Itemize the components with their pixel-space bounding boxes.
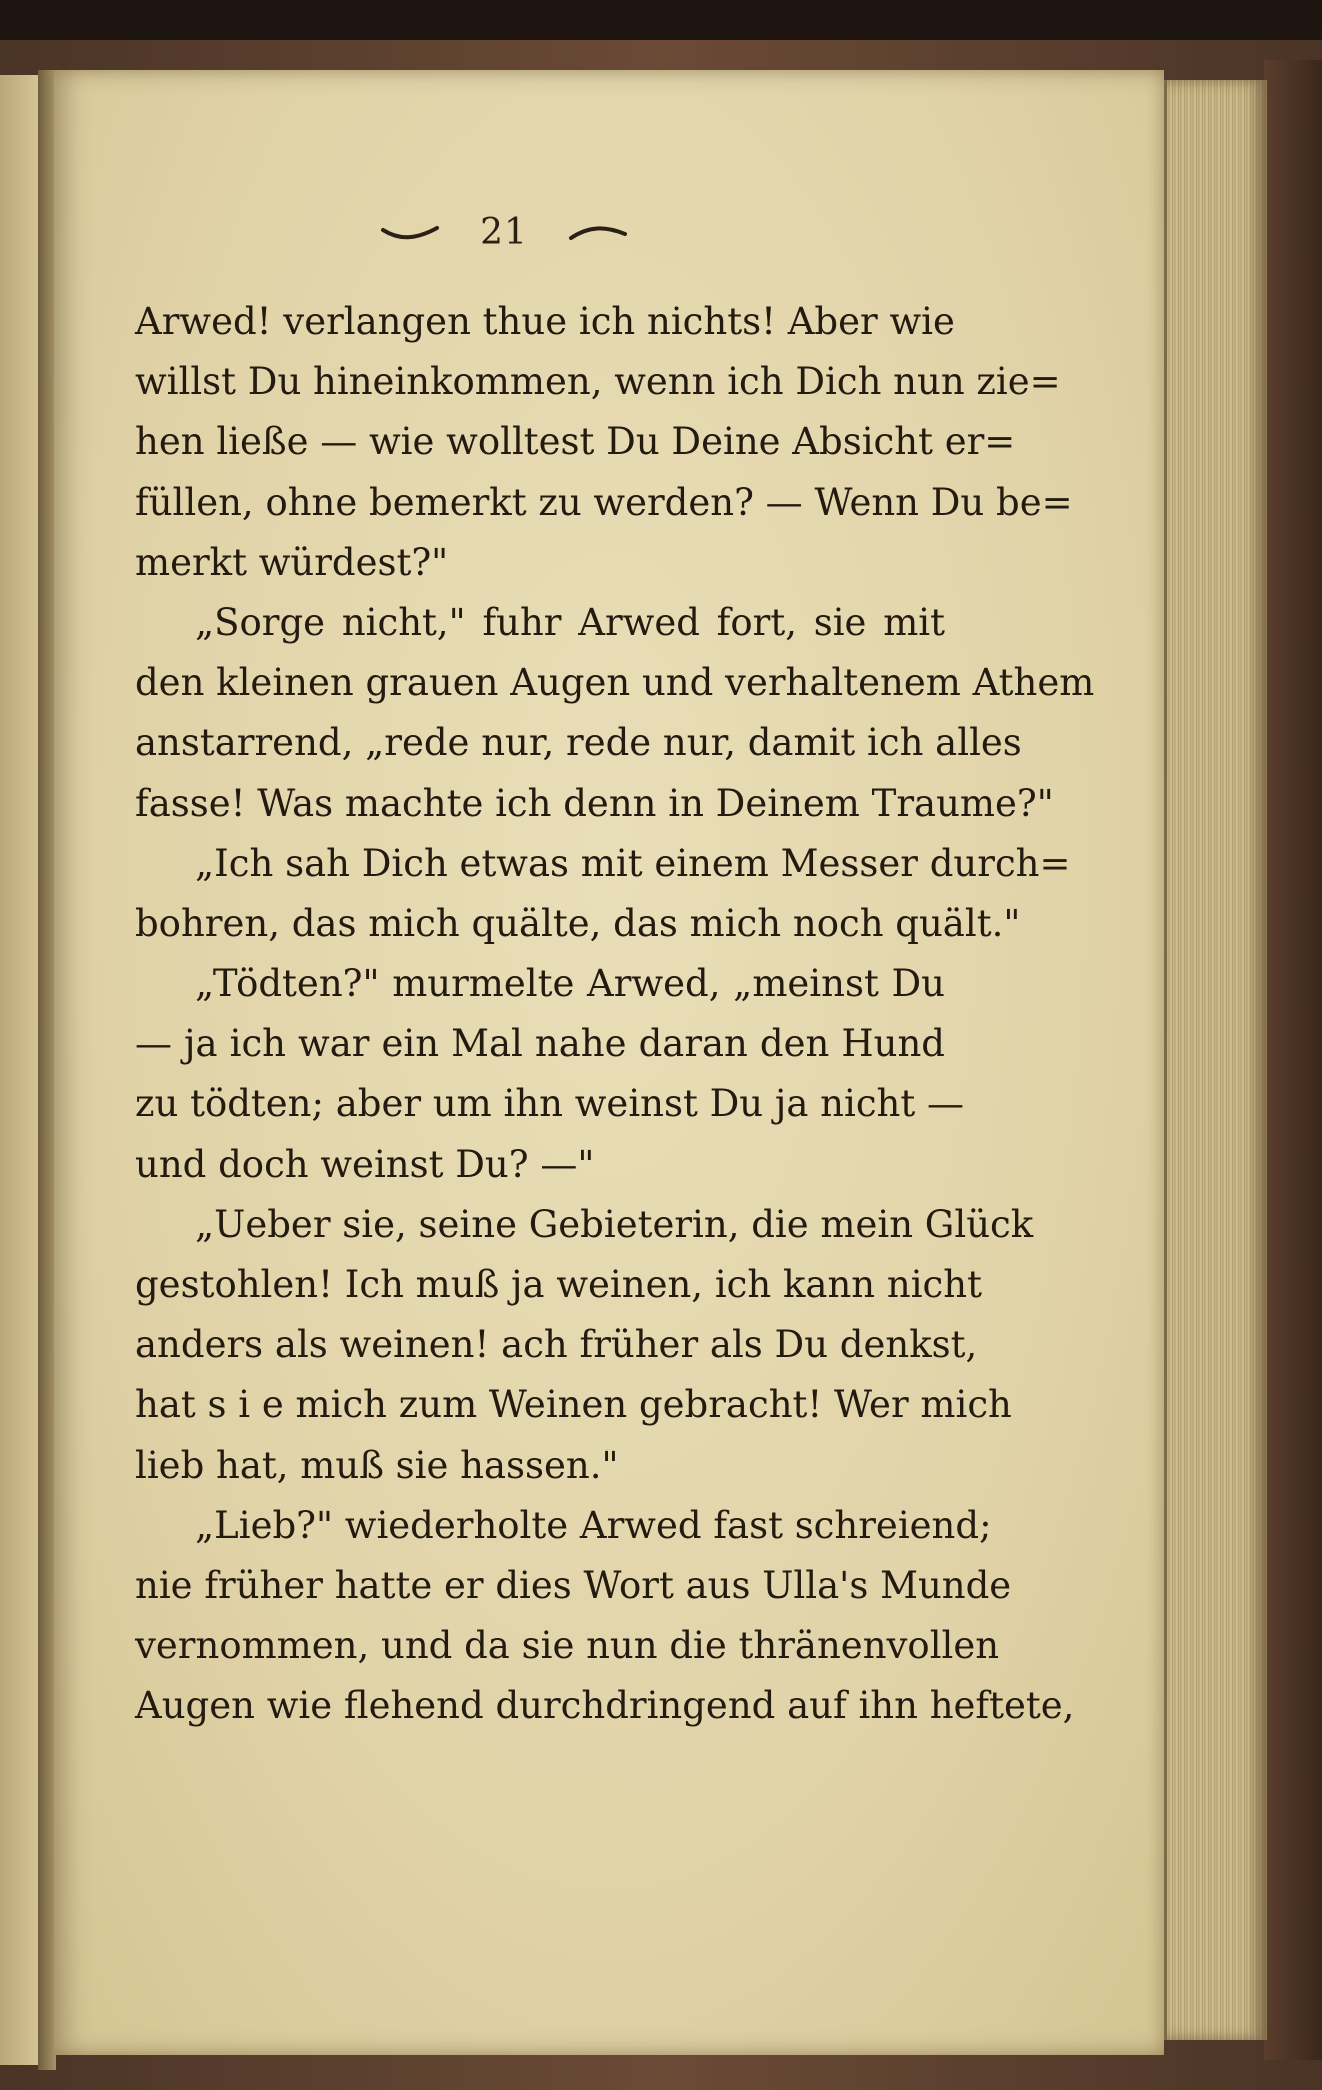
text-line: füllen, ohne bemerkt zu werden? — Wenn Du be=: [135, 480, 1073, 524]
text-line: fasse! Was machte ich denn in Deinem Traume?": [135, 781, 1054, 825]
cover-edge-right: [1264, 60, 1322, 2060]
text-line: und doch weinst Du? —": [135, 1142, 595, 1186]
text-line: hat s i e mich zum Weinen gebracht! Wer mich: [135, 1383, 1012, 1427]
text-line: merkt würdest?": [135, 540, 449, 584]
text-line: hen ließe — wie wolltest Du Deine Absicht er=: [135, 420, 1016, 464]
text-line: anstarrend, „rede nur, rede nur, damit ich alles: [135, 721, 1022, 765]
text-line: „Ueber sie, seine Gebieterin, die mein Glück: [195, 1202, 1034, 1246]
left-page-edge: [0, 75, 42, 2065]
text-line: Augen wie flehend durchdringend auf ihn heftete,: [135, 1684, 1075, 1728]
text-line: — ja ich war ein Mal nahe daran den Hund: [135, 1022, 945, 1066]
right-swash-ornament: [569, 224, 627, 242]
page-number: 21: [480, 212, 528, 253]
text-line: „Ich sah Dich etwas mit einem Messer durch=: [195, 841, 1071, 885]
text-line: den kleinen grauen Augen und verhaltenem Athem: [135, 661, 1095, 705]
page-header: [54, 212, 954, 262]
left-swash-ornament: [381, 224, 439, 242]
text-line: nie früher hatte er dies Wort aus Ulla's Munde: [135, 1563, 1012, 1607]
text-line: willst Du hineinkommen, wenn ich Dich nun zie=: [135, 360, 1061, 404]
page-body-text: [135, 292, 1095, 1737]
text-line: lieb hat, muß sie hassen.": [135, 1443, 619, 1487]
text-line: „Sorge nicht," fuhr Arwed fort, sie mit: [195, 600, 945, 644]
text-line: Arwed! verlangen thue ich nichts! Aber wie: [135, 300, 955, 343]
text-line: anders als weinen! ach früher als Du denkst,: [135, 1323, 978, 1367]
page-block-edges: [1164, 80, 1267, 2040]
text-line: gestohlen! Ich muß ja weinen, ich kann nicht: [135, 1263, 982, 1306]
text-line: bohren, das mich quälte, das mich noch quält.": [135, 901, 1021, 945]
text-line: „Tödten?" murmelte Arwed, „meinst Du: [195, 962, 945, 1006]
text-line: „Lieb?" wiederholte Arwed fast schreiend;: [195, 1503, 992, 1547]
text-line: zu tödten; aber um ihn weinst Du ja nicht —: [135, 1082, 964, 1126]
text-line: vernommen, und da sie nun die thränenvollen: [135, 1624, 1000, 1668]
